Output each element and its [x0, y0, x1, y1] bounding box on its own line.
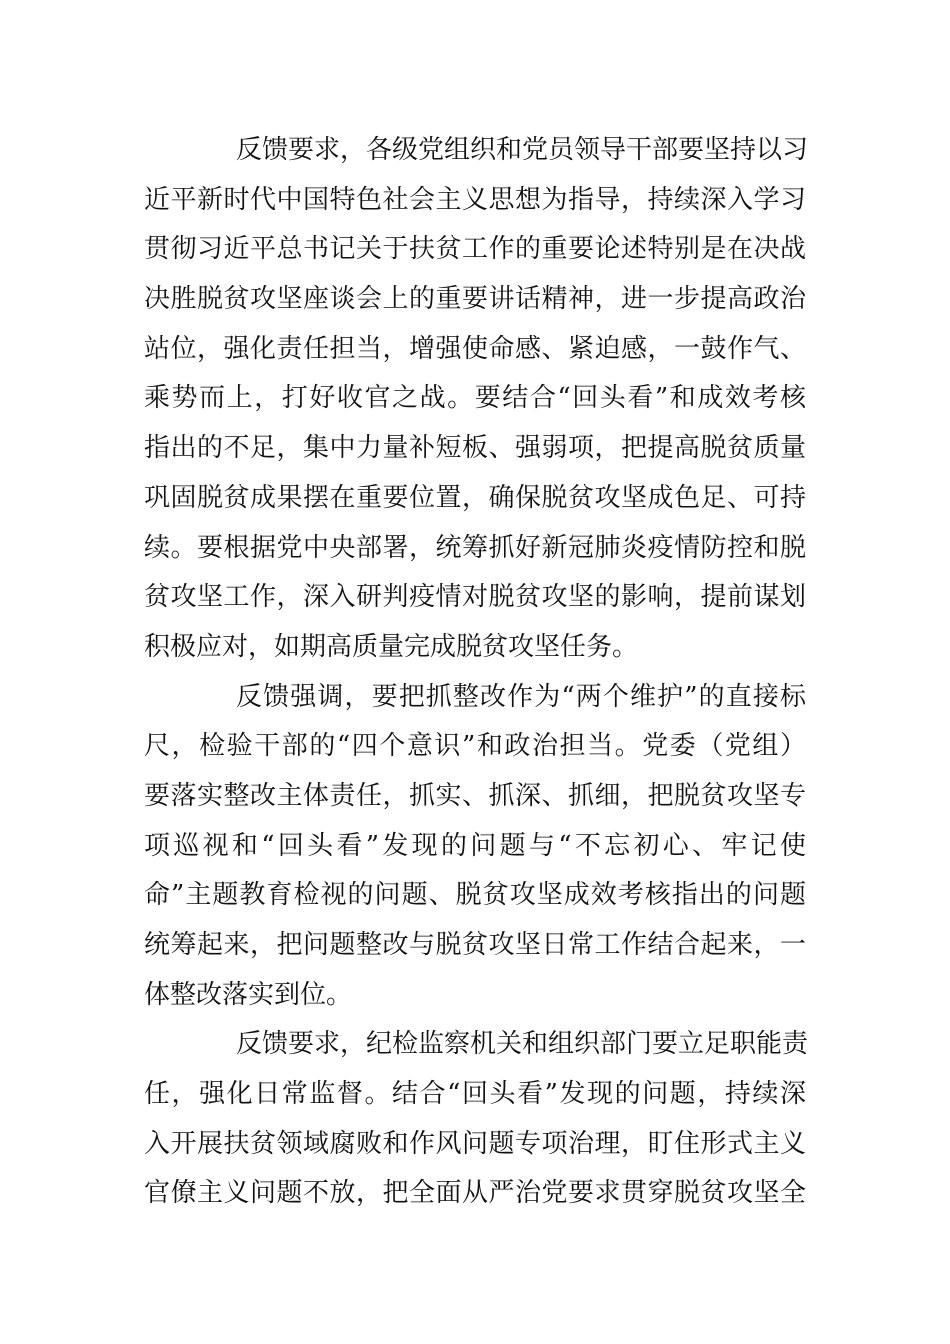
text-line: 近平新时代中国特色社会主义思想为指导，持续深入学习 — [144, 184, 806, 215]
text-line: 任，强化日常监督。结合“回头看”发现的问题，持续深 — [144, 1079, 806, 1110]
text-line: 尺，检验干部的“四个意识”和政治担当。党委（党组） — [144, 731, 806, 762]
text-line: 贫攻坚工作，深入研判疫情对脱贫攻坚的影响，提前谋划 — [144, 582, 806, 613]
text-line: 积极应对，如期高质量完成脱贫攻坚任务。 — [144, 631, 639, 662]
text-line: 项巡视和“回头看”发现的问题与“不忘初心、牢记使 — [144, 830, 806, 861]
document-body — [144, 126, 809, 1219]
text-line: 反馈强调，要把抓整改作为“两个维护”的直接标 — [236, 681, 806, 712]
text-line: 指出的不足，集中力量补短板、强弱项，把提高脱贫质量 — [144, 433, 806, 464]
text-line: 反馈要求，各级党组织和党员领导干部要坚持以习 — [236, 135, 809, 165]
paragraph-2 — [144, 673, 806, 1021]
text-line: 命”主题教育检视的问题、脱贫攻坚成效考核指出的问题 — [144, 880, 806, 911]
text-line: 统筹起来，把问题整改与脱贫攻坚日常工作结合起来，一 — [144, 930, 806, 960]
text-line: 要落实整改主体责任，抓实、抓深、抓细，把脱贫攻坚专 — [144, 780, 806, 811]
text-line: 入开展扶贫领域腐败和作风问题专项治理，盯住形式主义 — [144, 1128, 806, 1159]
text-line: 站位，强化责任担当，增强使命感、紧迫感，一鼓作气、 — [144, 333, 806, 364]
text-line: 决胜脱贫攻坚座谈会上的重要讲话精神，进一步提高政治 — [144, 284, 806, 315]
text-line: 乘势而上，打好收官之战。要结合“回头看”和成效考核 — [144, 383, 806, 414]
paragraph-3 — [144, 1020, 809, 1219]
paragraph-1 — [144, 126, 809, 673]
text-line: 体整改落实到位。 — [144, 979, 353, 1010]
text-line: 巩固脱贫成果摆在重要位置，确保脱贫攻坚成色足、可持 — [144, 482, 806, 513]
text-line: 续。要根据党中央部署，统筹抓好新冠肺炎疫情防控和脱 — [144, 532, 806, 563]
text-line: 贯彻习近平总书记关于扶贫工作的重要论述特别是在决战 — [144, 234, 806, 265]
text-line: 反馈要求，纪检监察机关和组织部门要立足职能责 — [236, 1029, 809, 1060]
text-line: 官僚主义问题不放，把全面从严治党要求贯穿脱贫攻坚全 — [144, 1178, 806, 1209]
